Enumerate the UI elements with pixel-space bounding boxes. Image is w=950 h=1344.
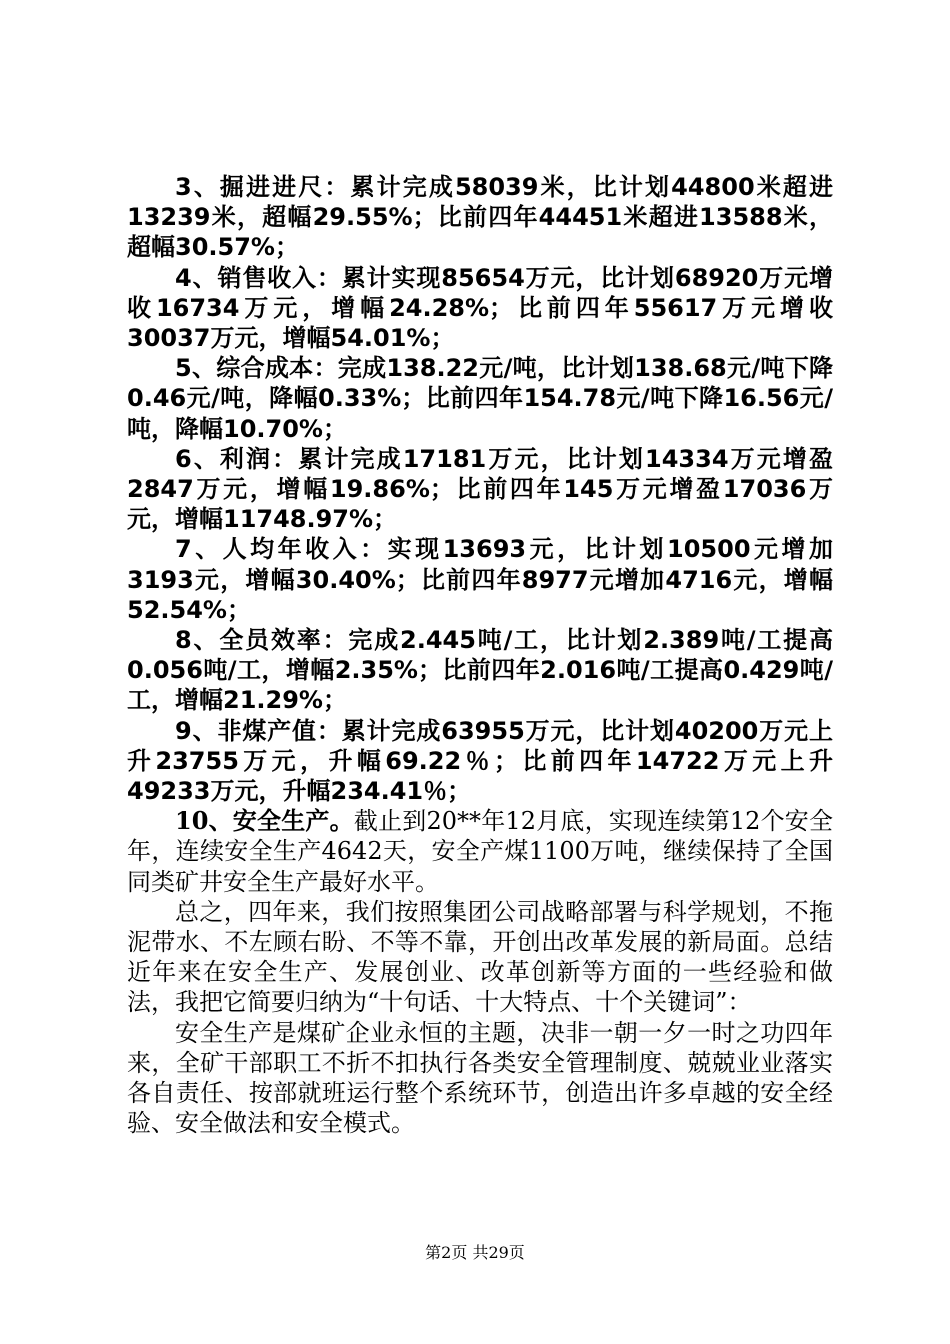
paragraph-profit: 6、利润：累计完成17181万元，比计划14334万元增盈2847万元，增幅19.86%；比前四年145万元增盈17036万元，增幅11748.97%； — [127, 444, 833, 534]
paragraph-summary: 总之，四年来，我们按照集团公司战略部署与科学规划，不拖泥带水、不左顾右盼、不等不靠，开创出改革发展的新局面。总结近年来在安全生产、发展创业、改革创新等方面的一些经验和做法，我把它简要归纳为“十句话、十大特点、十个关键词”： — [127, 897, 833, 1017]
document-body — [127, 172, 833, 1139]
safety-heading: 10、安全生产。 — [175, 806, 354, 836]
safety-text: 截止到20**年12月底，实现连续第12个安全年，连续安全生产4642天，安全产煤1100万吨，继续保持了全国同类矿井安全生产最好水平。 — [127, 807, 833, 896]
paragraph-sales-revenue: 4、销售收入：累计实现85654万元，比计划68920万元增收16734万元，增幅24.28%；比前四年55617万元增收30037万元，增幅54.01%； — [127, 263, 833, 353]
paragraph-closing: 安全生产是煤矿企业永恒的主题，决非一朝一夕一时之功四年来，全矿干部职工不折不扣执行各类安全管理制度、兢兢业业落实各自责任、按部就班运行整个系统环节，创造出许多卓越的安全经验、安全做法和安全模式。 — [127, 1018, 833, 1138]
paragraph-excavation: 3、掘进进尺：累计完成58039米，比计划44800米超进13239米，超幅29.55%；比前四年44451米超进13588米，超幅30.57%； — [127, 173, 833, 262]
paragraph-efficiency: 8、全员效率：完成2.445吨/工，比计划2.389吨/工提高0.056吨/工，增幅2.35%；比前四年2.016吨/工提高0.429吨/工，增幅21.29%； — [127, 626, 833, 715]
paragraph-safety — [127, 806, 833, 897]
paragraph-income: 7、人均年收入：实现13693元，比计划10500元增加3193元，增幅30.40%；比前四年8977元增加4716元，增幅52.54%； — [127, 535, 833, 624]
paragraph-non-coal: 9、非煤产值：累计完成63955万元，比计划40200万元上升23755万元，升幅69.22％；比前四年14722万元上升49233万元，升幅234.41％； — [127, 716, 833, 806]
page-number-footer: 第2页 共29页 — [425, 1243, 525, 1262]
paragraph-cost: 5、综合成本：完成138.22元/吨，比计划138.68元/吨下降0.46元/吨，降幅0.33%；比前四年154.78元/吨下降16.56元/吨，降幅10.70%； — [127, 354, 833, 443]
